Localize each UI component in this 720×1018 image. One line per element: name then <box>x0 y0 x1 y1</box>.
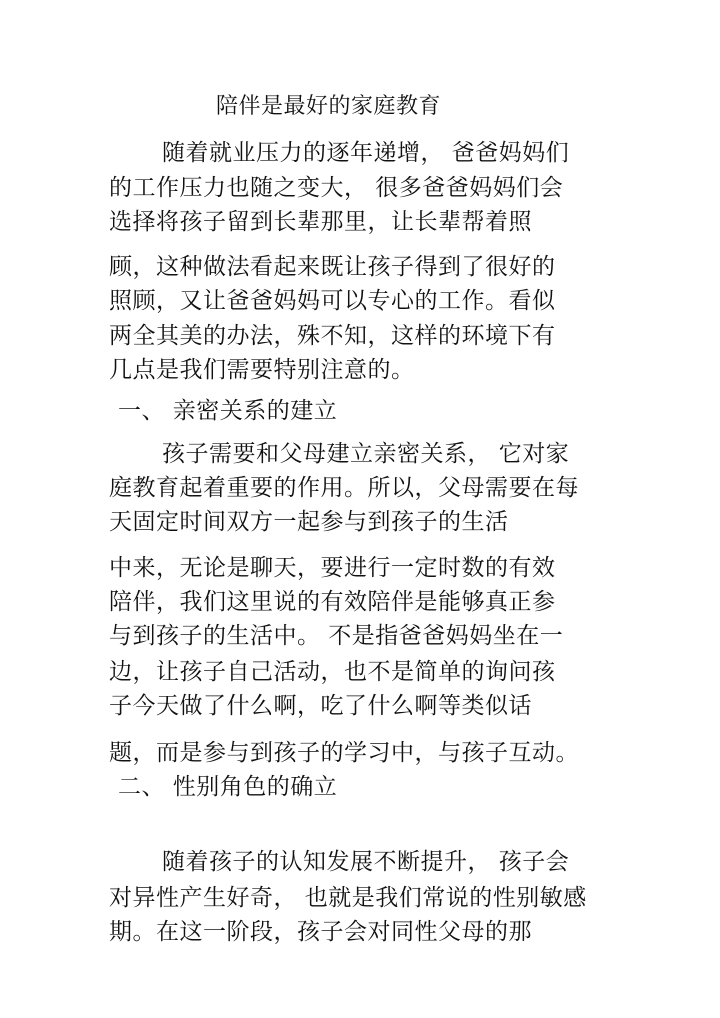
paragraph-line: 两全其美的办法，殊不知，这样的环境下有 <box>109 323 556 349</box>
paragraph-line: 几点是我们需要特别注意的。 <box>109 357 415 383</box>
section-heading: 一、 亲密关系的建立 <box>118 398 338 424</box>
paragraph-line: 庭教育起着重要的作用。所以，父母需要在每 <box>109 475 579 501</box>
paragraph-line: 顾，这种做法看起来既让孩子得到了很好的 <box>109 254 556 280</box>
paragraph-line: 照顾，又让爸爸妈妈可以专心的工作。看似 <box>109 288 556 314</box>
paragraph-line: 期。在这一阶段，孩子会对同性父母的那 <box>109 919 532 945</box>
paragraph-line: 的工作压力也随之变大， 很多爸爸妈妈们会 <box>109 175 564 201</box>
section-heading: 二、 性别角色的确立 <box>118 774 338 800</box>
paragraph-line: 随着就业压力的逐年递增， 爸爸妈妈们 <box>162 140 570 166</box>
paragraph-line: 中来，无论是聊天，要进行一定时数的有效 <box>109 555 556 581</box>
paragraph-line: 边，让孩子自己活动，也不是简单的询问孩 <box>109 659 556 685</box>
paragraph-line: 子今天做了什么啊，吃了什么啊等类似话 <box>109 693 532 719</box>
paragraph-line: 题，而是参与到孩子的学习中，与孩子互动。 <box>109 740 579 766</box>
paragraph-line: 孩子需要和父母建立亲密关系， 它对家 <box>162 441 570 467</box>
paragraph-line: 与到孩子的生活中。 不是指爸爸妈妈坐在一 <box>109 623 564 649</box>
document-title: 陪伴是最好的家庭教育 <box>216 94 442 119</box>
paragraph-line: 随着孩子的认知发展不断提升， 孩子会 <box>162 849 570 875</box>
paragraph-line: 天固定时间双方一起参与到孩子的生活 <box>109 509 509 535</box>
paragraph-line: 选择将孩子留到长辈那里，让长辈帮着照 <box>109 209 532 235</box>
paragraph-line: 对异性产生好奇， 也就是我们常说的性别敏感 <box>109 885 587 911</box>
paragraph-line: 陪伴，我们这里说的有效陪伴是能够真正参 <box>109 589 556 615</box>
